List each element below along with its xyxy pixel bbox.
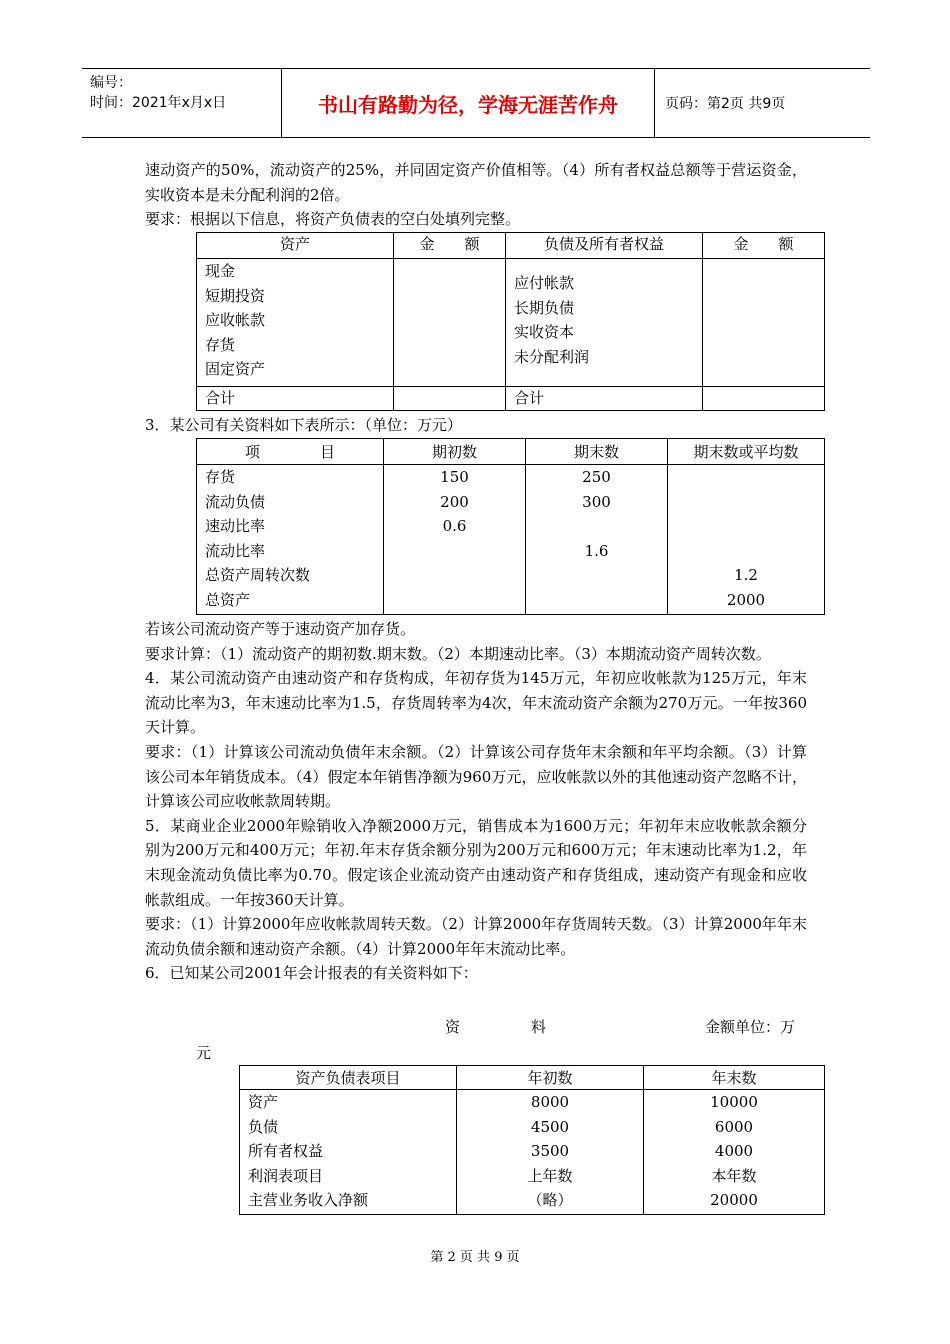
table-cell: 6000	[714, 1117, 754, 1136]
table-cell	[534, 588, 659, 613]
table-cell	[534, 563, 659, 588]
table-cell: 300	[582, 492, 611, 511]
paragraph: 要求：（1）计算该公司流动负债年末余额。（2）计算该公司存货年末余额和年平均余额。（3）计算该公司本年销货成本。（4）假定本年销售净额为960万元，应收帐款以外的其他速动资产忽略不计，计算该公司应收帐款周转期。	[145, 742, 807, 811]
header-page-info: 页码：第2页 共9页	[665, 96, 786, 112]
paragraph: 要求：根据以下信息，将资产负债表的空白处填列完整。	[145, 210, 521, 229]
table-cell	[534, 514, 659, 539]
table-cell: 200	[440, 492, 469, 511]
table-cell: 4000	[714, 1142, 754, 1161]
assets-cell	[197, 259, 394, 387]
paragraph: 5．某商业企业2000年赊销收入净额2000万元，销售成本为1600万元；年初年末应收帐款余额分别为200万元和400万元；年初.年末存货余额分别为200万元和600万元；年末速动比率为1.2，年末现金流动负债比率为0.70。假定该企业流动资产由速动资产和存货组成，速动资产有现金和应收帐款组成。一年按360天计算。	[145, 816, 807, 909]
list-item: 长期负债	[514, 298, 575, 317]
top-paragraphs	[145, 158, 807, 232]
begin-col	[384, 465, 526, 615]
middle-paragraphs	[145, 617, 807, 986]
list-item: 现金	[205, 262, 236, 280]
empty-cell	[394, 259, 506, 387]
number-label: 编号：	[90, 75, 132, 91]
table-cell: 流动比率	[205, 541, 266, 560]
table-cell: 1.2	[734, 566, 758, 585]
avg-col	[668, 465, 825, 615]
list-item: 应收帐款	[205, 311, 266, 330]
empty-cell	[394, 387, 506, 411]
list-item: 应付帐款	[514, 274, 575, 292]
paragraph: 6．已知某公司2001年会计报表的有关资料如下：	[145, 964, 478, 983]
unit-tail: 元	[196, 1044, 212, 1062]
data-label-2: 料	[531, 1018, 547, 1036]
paragraph: 要求：（1）计算2000年应收帐款周转天数。（2）计算2000年存货周转天数。（3）计算2000年年末流动负债余额和速动资产余额。（4）计算2000年年末流动比率。	[145, 915, 807, 958]
table-cell: 利润表项目	[248, 1166, 324, 1185]
empty-cell	[703, 259, 825, 387]
table-header: 负债及所有者权益	[506, 233, 703, 259]
total-label: 合计	[506, 387, 703, 411]
table-cell: 总资产周转次数	[205, 566, 311, 585]
table-cell: 3500	[530, 1142, 570, 1161]
table-cell	[676, 514, 816, 539]
table-cell	[676, 465, 816, 490]
liabilities-cell	[506, 259, 703, 387]
header-meta	[82, 69, 282, 137]
table-cell: 总资产	[205, 590, 251, 609]
paragraph: 若该公司流动资产等于速动资产加存货。	[145, 620, 416, 638]
balance-sheet-table	[196, 232, 825, 411]
table-cell: 流动负债	[205, 492, 266, 511]
table-cell: 1.6	[584, 541, 609, 560]
table-cell: （略）	[527, 1191, 573, 1210]
list-item: 固定资产	[205, 360, 266, 379]
table-header: 项 目	[197, 439, 384, 465]
table-cell	[392, 563, 517, 588]
unit-label: 金额单位：万	[705, 1018, 796, 1036]
table-cell: 速动比率	[205, 517, 266, 536]
header-motto: 书山有路勤为径，学海无涯苦作舟	[282, 69, 655, 137]
table-header: 金 额	[394, 233, 506, 259]
page-header	[82, 68, 870, 138]
end-col	[526, 465, 668, 615]
time-label: 时间：2021年x月x日	[90, 95, 227, 111]
table-cell: 250	[582, 468, 611, 486]
table-header: 期初数	[384, 439, 526, 465]
list-item: 存货	[205, 335, 236, 354]
table-cell: 4500	[530, 1117, 570, 1136]
table-cell: 2000	[726, 590, 766, 609]
item-col	[240, 1090, 457, 1215]
table-header: 金 额	[703, 233, 825, 259]
table-cell: 存货	[205, 468, 236, 486]
table-cell: 主营业务收入净额	[248, 1191, 369, 1210]
table-cell	[392, 588, 517, 613]
table-cell: 所有者权益	[248, 1142, 324, 1161]
table-cell: 上年数	[527, 1166, 573, 1185]
list-item: 未分配利润	[514, 347, 590, 366]
table-cell: 20000	[710, 1191, 758, 1210]
table-cell	[676, 490, 816, 515]
table-cell: 0.6	[442, 517, 467, 536]
q3-title: 3．某公司有关资料如下表所示：（单位：万元）	[145, 416, 463, 434]
table-header: 资产	[197, 233, 394, 259]
paragraph: 速动资产的50%，流动资产的25%，并同固定资产价值相等。（4）所有者权益总额等于营运资金，实收资本是未分配利润的2倍。	[145, 161, 807, 204]
indicator-table	[196, 438, 825, 615]
table-cell: 负债	[248, 1117, 279, 1136]
table-cell	[676, 539, 816, 564]
list-item: 短期投资	[205, 286, 266, 305]
data-label-1: 资	[445, 1018, 461, 1036]
table-header: 资产负债表项目	[240, 1066, 457, 1090]
total-label: 合计	[197, 387, 394, 411]
page-footer: 第 2 页 共 9 页	[430, 1250, 520, 1265]
table-header: 期末数	[526, 439, 668, 465]
table-cell: 资产	[248, 1093, 279, 1111]
begin-col	[457, 1090, 644, 1215]
table-cell: 本年数	[711, 1166, 757, 1185]
paragraph: 要求计算：（1）流动资产的期初数.期末数。（2）本期速动比率。（3）本期流动资产周转次数。	[145, 644, 771, 663]
financial-data-table	[239, 1065, 825, 1215]
paragraph: 4．某公司流动资产由速动资产和存货构成，年初存货为145万元，年初应收帐款为125万元，年末流动比率为3，年末速动比率为1.5，存货周转率为4次，年末流动资产余额为270万元。一年按360天计算。	[145, 669, 807, 737]
end-col	[644, 1090, 825, 1215]
table-header: 年末数	[644, 1066, 825, 1090]
table-header: 期末数或平均数	[668, 439, 825, 465]
table-header: 年初数	[457, 1066, 644, 1090]
table-cell: 150	[440, 468, 469, 486]
table-cell	[392, 539, 517, 564]
table-cell: 8000	[530, 1093, 570, 1111]
item-col	[197, 465, 384, 615]
empty-cell	[703, 387, 825, 411]
list-item: 实收资本	[514, 323, 575, 342]
table-cell: 10000	[710, 1093, 758, 1111]
